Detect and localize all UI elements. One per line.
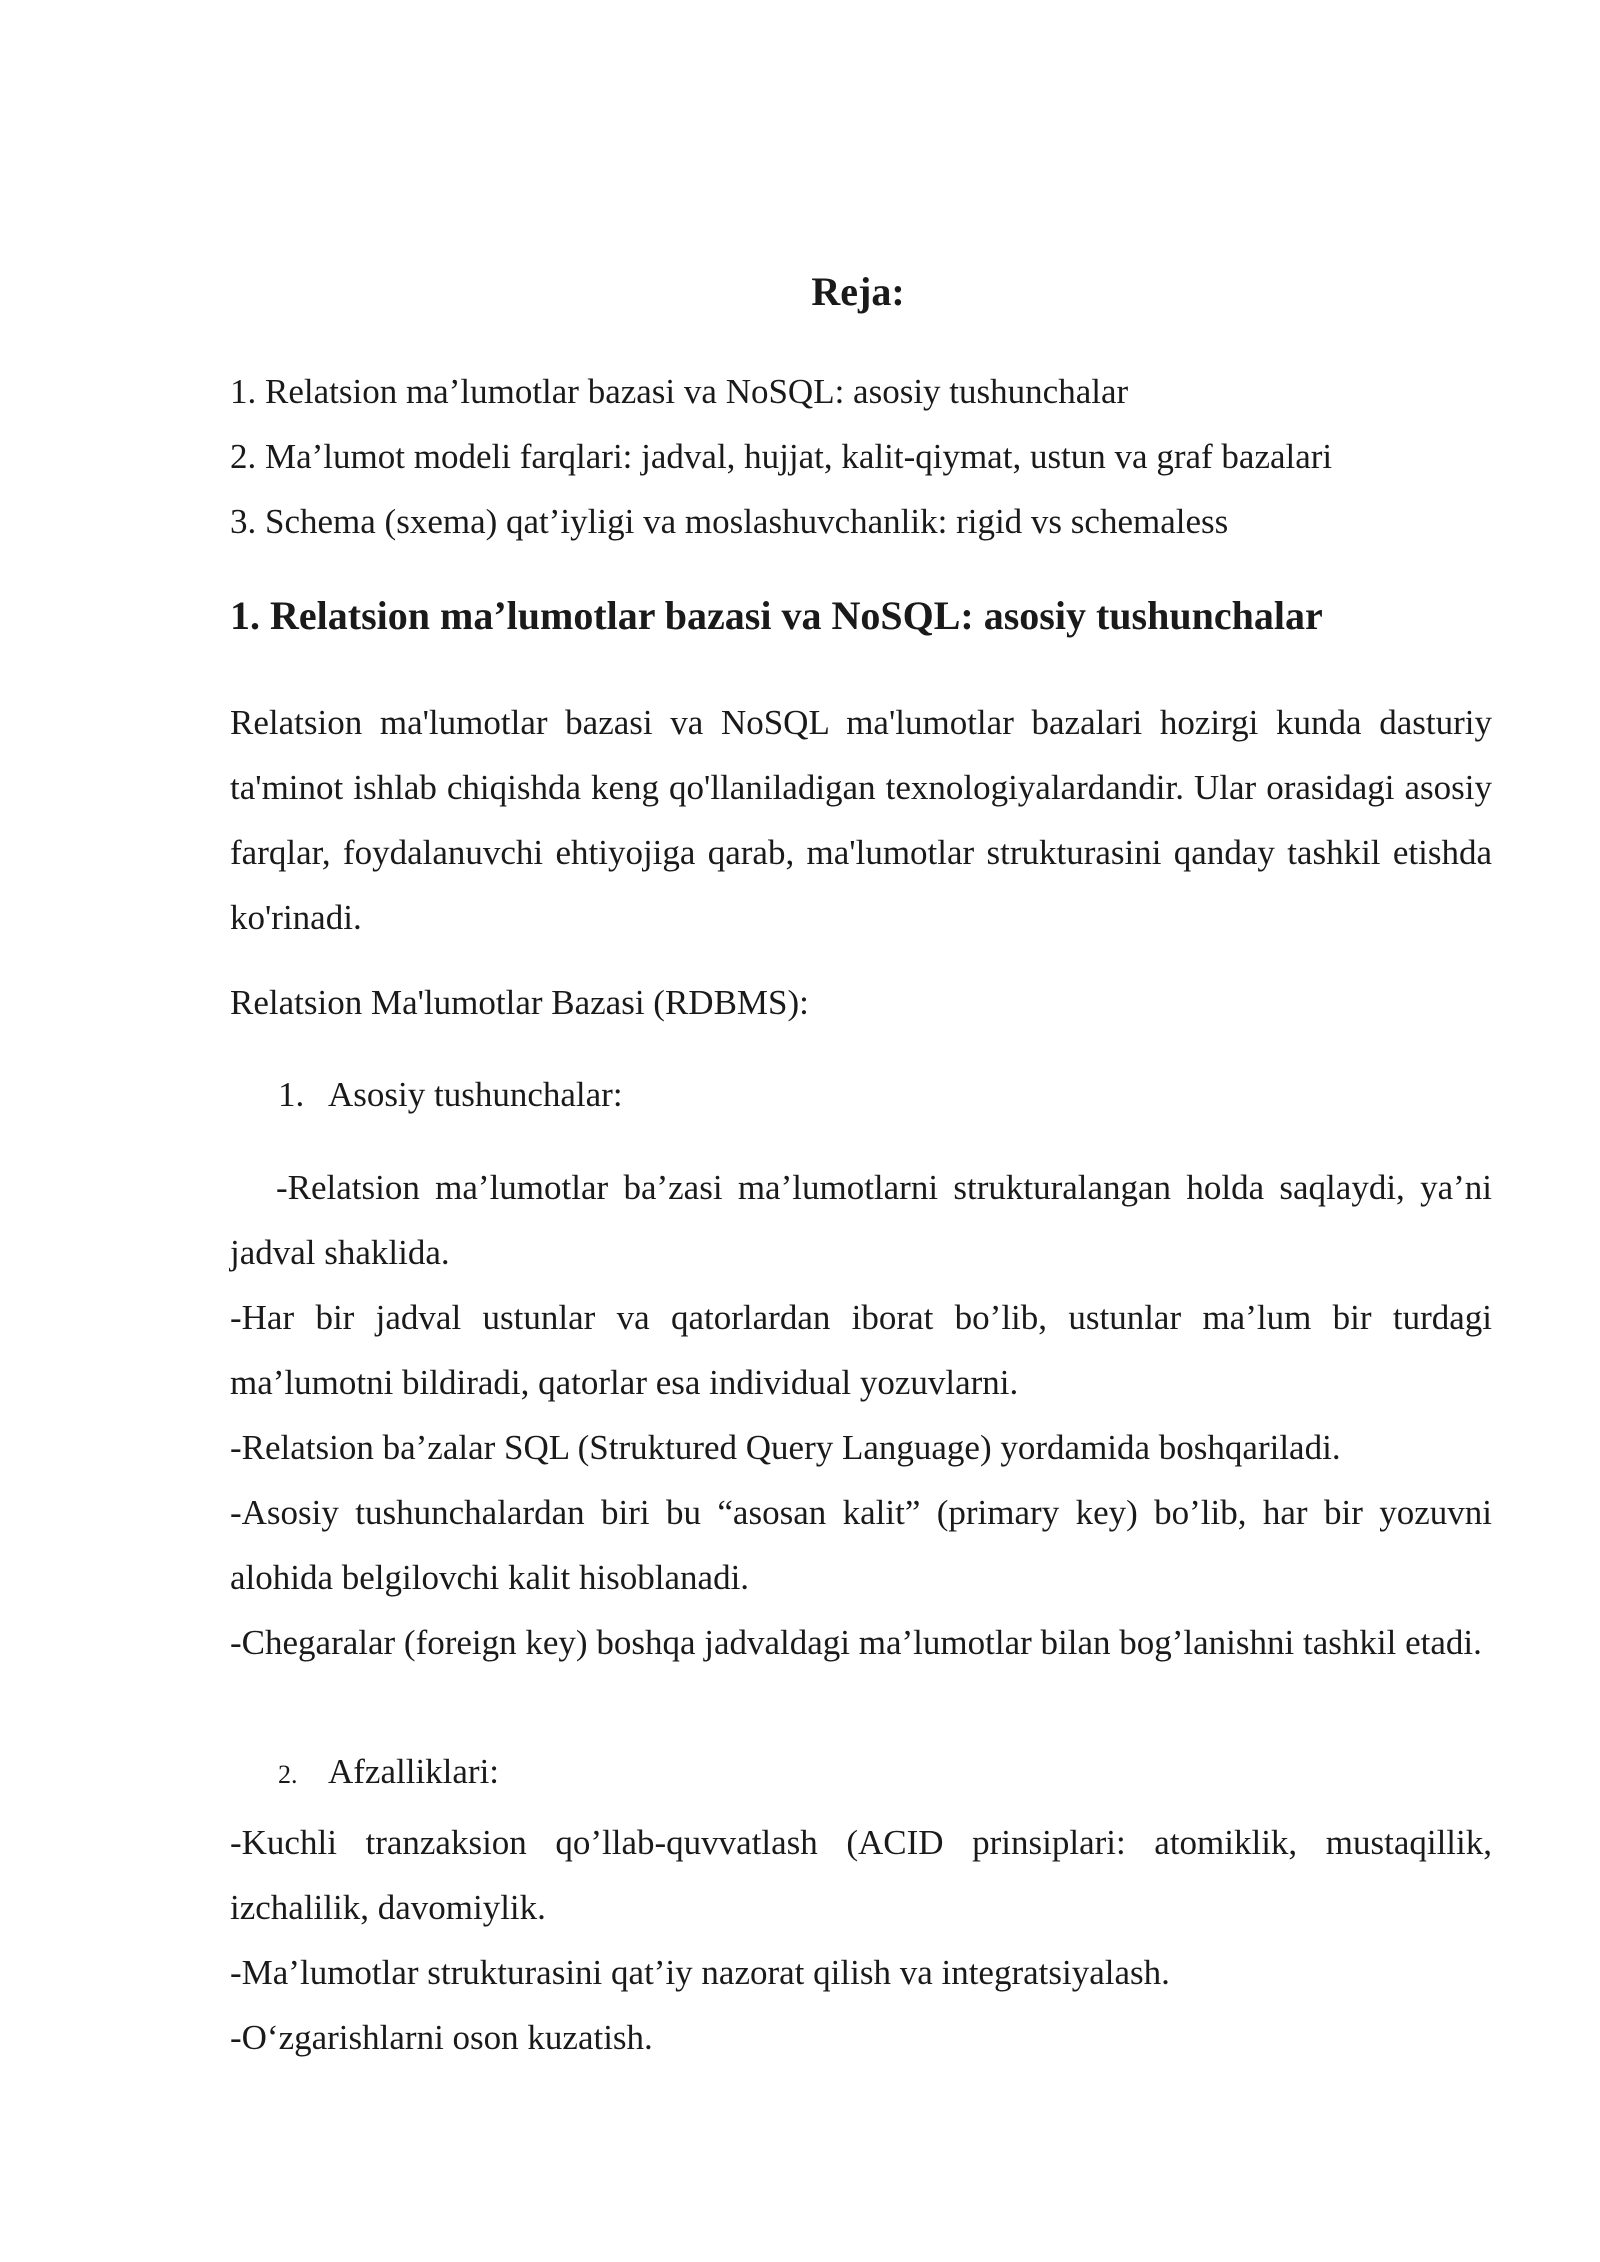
rdbms-label: Relatsion Ma'lumotlar Bazasi (RDBMS): xyxy=(230,983,809,1022)
item-label: Afzalliklari: xyxy=(328,1752,500,1791)
plan-list xyxy=(230,370,1332,565)
plan-item: 1. Relatsion ma’lumotlar bazasi va NoSQL: asosiy tushunchalar xyxy=(230,372,1129,411)
section-heading: 1. Relatsion ma’lumotlar bazasi va NoSQL: asosiy tushunchalar xyxy=(230,593,1323,638)
item-number: 1. xyxy=(278,1075,305,1114)
advantage-line: -Ma’lumotlar strukturasini qat’iy nazorat qilish va integratsiyalash. xyxy=(230,1953,1170,1992)
concept-line: -Asosiy tushunchalardan biri bu “asosan kalit” (primary key) bo’lib, har bir yozuvni alohida belgilovchi kalit hisoblanadi. xyxy=(230,1493,1492,1597)
plan-item: 2. Ma’lumot modeli farqlari: jadval, hujjat, kalit-qiymat, ustun va graf bazalari xyxy=(230,437,1333,476)
numbered-item-advantages xyxy=(278,1752,499,1792)
advantages-list xyxy=(230,1810,1492,2070)
item-number: 2. xyxy=(278,1760,298,1789)
item-label: Asosiy tushunchalar: xyxy=(328,1075,623,1114)
concepts-list xyxy=(230,1155,1492,1675)
concept-line: -Relatsion ba’zalar SQL (Struktured Query Language) yordamida boshqariladi. xyxy=(230,1428,1341,1467)
plan-item: 3. Schema (sxema) qat’iyligi va moslashuvchanlik: rigid vs schemaless xyxy=(230,502,1229,541)
concept-line: -Har bir jadval ustunlar va qatorlardan iborat bo’lib, ustunlar ma’lum bir turdagi ma’lumotni bildiradi, qatorlar esa individual yozuvlarni. xyxy=(230,1298,1492,1402)
concept-line: -Relatsion ma’lumotlar ba’zasi ma’lumotlarni strukturalangan holda saqlaydi, ya’ni jadval shaklida. xyxy=(230,1168,1492,1272)
advantage-line: -Kuchli tranzaksion qo’llab-quvvatlash (ACID prinsiplari: atomiklik, mustaqillik, izchalilik, davomiylik. xyxy=(230,1823,1492,1927)
page-title: Reja: xyxy=(811,269,905,314)
intro-paragraph: Relatsion ma'lumotlar bazasi va NoSQL ma'lumotlar bazalari hozirgi kunda dasturiy ta'minot ishlab chiqishda keng qo'llaniladigan texnologiyalardandir. Ular orasidagi asosiy farqlar, foydalanuvchi ehtiyojiga qarab, ma'lumotlar strukturasini qanday tashkil etishda ko'rinadi. xyxy=(230,703,1492,937)
advantage-line: -O‘zgarishlarni oson kuzatish. xyxy=(230,2018,653,2057)
concept-line: -Chegaralar (foreign key) boshqa jadvaldagi ma’lumotlar bilan bog’lanishni tashkil etadi. xyxy=(230,1623,1482,1662)
numbered-item-concepts xyxy=(278,1075,623,1115)
